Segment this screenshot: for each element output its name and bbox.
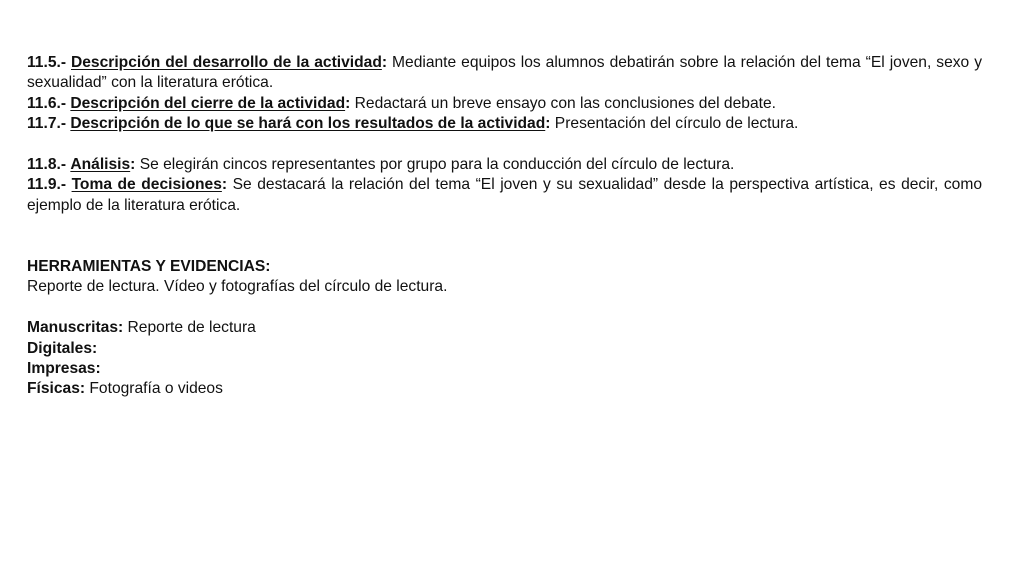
analysis-11-9 xyxy=(27,175,982,216)
evidence-value: Fotografía o videos xyxy=(85,380,223,398)
item-colon: : xyxy=(221,176,228,194)
tools-description: Reporte de lectura. Vídeo y fotografías del círculo de lectura. xyxy=(27,278,448,296)
spacer xyxy=(27,135,982,155)
evidence-fisicas xyxy=(27,379,982,399)
item-label: Toma de decisiones xyxy=(71,176,222,194)
evidence-manuscritas xyxy=(27,318,982,338)
evidence-label: Físicas: xyxy=(27,380,86,398)
evidence-digitales xyxy=(27,339,982,359)
item-text: Redactará un breve ensayo con las conclusiones del debate. xyxy=(350,94,776,112)
item-text: Se elegirán cincos representantes por grupo para la conducción del círculo de lectura. xyxy=(135,156,735,174)
item-label: Descripción del cierre de la actividad xyxy=(70,94,346,112)
item-colon: : xyxy=(130,156,136,174)
item-colon: : xyxy=(545,115,551,133)
document-page xyxy=(27,53,982,400)
evidence-impresas xyxy=(27,359,982,379)
analysis-11-8 xyxy=(27,155,982,175)
activity-11-7 xyxy=(27,114,982,134)
item-number: 11.8.- xyxy=(27,156,67,174)
item-number: 11.5.- xyxy=(27,54,67,71)
item-text: Mediante equipos los alumnos debatirán sobre la relación del tema “El joven, sexo y sexualidad” con la literatura erótica. xyxy=(27,54,982,92)
activity-11-5 xyxy=(27,53,982,94)
tools-heading: HERRAMIENTAS Y EVIDENCIAS: xyxy=(27,258,271,276)
item-colon: : xyxy=(381,54,388,71)
activity-11-6 xyxy=(27,94,982,114)
item-text: Presentación del círculo de lectura. xyxy=(550,115,799,133)
evidence-label: Digitales: xyxy=(27,339,98,357)
item-label: Descripción del desarrollo de la actividad xyxy=(71,54,382,71)
item-colon: : xyxy=(345,94,351,112)
evidence-label: Impresas: xyxy=(27,360,101,378)
item-text: Se destacará la relación del tema “El joven y su sexualidad” desde la perspectiva artística, es decir, como ejemplo de la literatura erótica. xyxy=(27,176,982,214)
item-number: 11.9.- xyxy=(27,176,67,194)
evidence-value: Reporte de lectura xyxy=(123,319,256,337)
spacer xyxy=(27,298,982,318)
item-label: Descripción de lo que se hará con los resultados de la actividad xyxy=(70,115,546,133)
item-number: 11.7.- xyxy=(27,115,67,133)
evidence-label: Manuscritas: xyxy=(27,319,124,337)
item-number: 11.6.- xyxy=(27,94,67,112)
spacer xyxy=(27,216,982,257)
item-label: Análisis xyxy=(70,156,131,174)
